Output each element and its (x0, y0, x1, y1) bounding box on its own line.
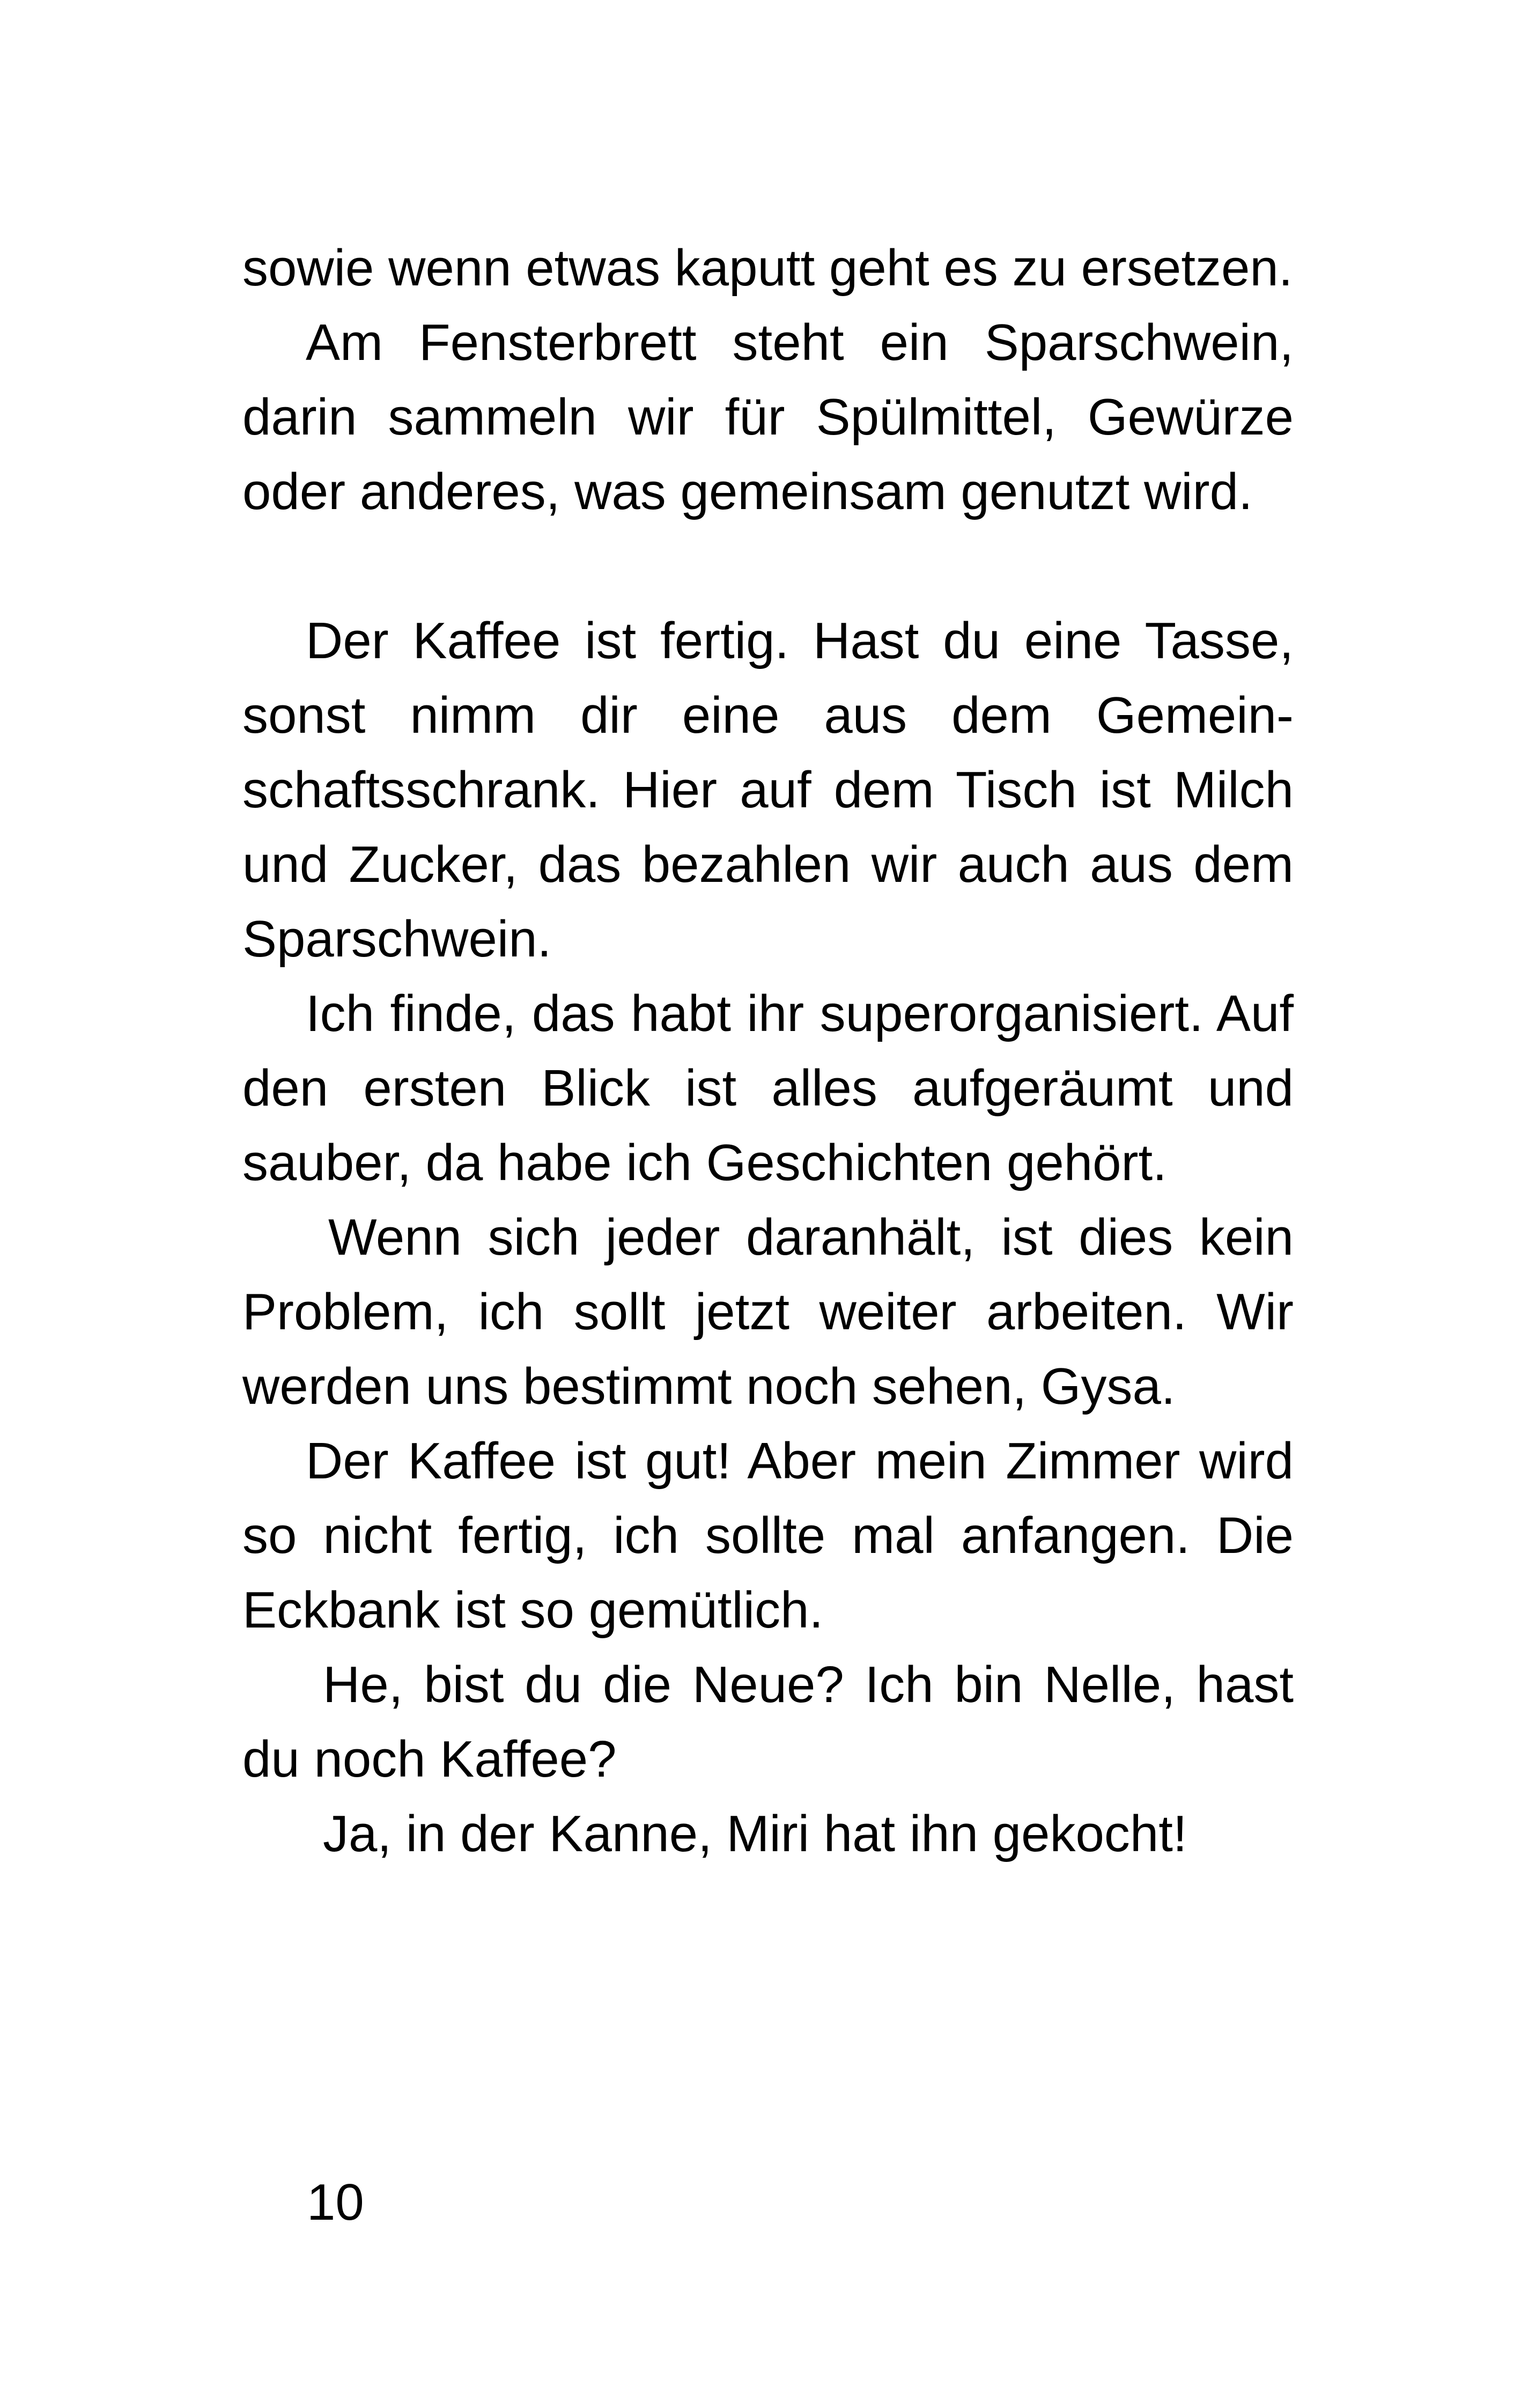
body-text (242, 231, 1294, 1871)
paragraph-daranhaelt: Wenn sich jeder daranhält, ist dies kein Problem, ich sollt jetzt weiter arbeiten. Wir werden uns bestimmt noch sehen, Gysa. (242, 1209, 1294, 1415)
paragraph-continuation: sowie wenn etwas kaputt geht es zu ersetzen. (242, 239, 1293, 297)
paragraph-superorganisiert: Ich finde, das habt ihr superorganisiert. Auf den ersten Blick ist alles aufgeräumt und sauber, da habe ich Geschichten gehört. (242, 985, 1294, 1191)
paragraph-nelle: He, bist du die Neue? Ich bin Nelle, hast du noch Kaffee? (242, 1656, 1294, 1788)
paragraph-kaffee-gut: Der Kaffee ist gut! Aber mein Zimmer wird so nicht fertig, ich sollte mal anfangen. Die Eckbank ist so gemütlich. (242, 1432, 1294, 1639)
paragraph-sparschwein: Am Fensterbrett steht ein Sparschwein, darin sammeln wir für Spülmittel, Gewürze oder anderes, was gemeinsam genutzt wird. (242, 314, 1294, 520)
paragraph-kaffee-fertig: Der Kaffee ist fertig. Hast du eine Tasse, sonst nimm dir eine aus dem Gemeinschaftsschrank. Hier auf dem Tisch ist Milch und Zucker, das bezahlen wir auch aus dem Sparschwein. (242, 612, 1294, 968)
paragraph-kanne: Ja, in der Kanne, Miri hat ihn gekocht! (323, 1805, 1187, 1862)
page-number: 10 (307, 2174, 364, 2231)
